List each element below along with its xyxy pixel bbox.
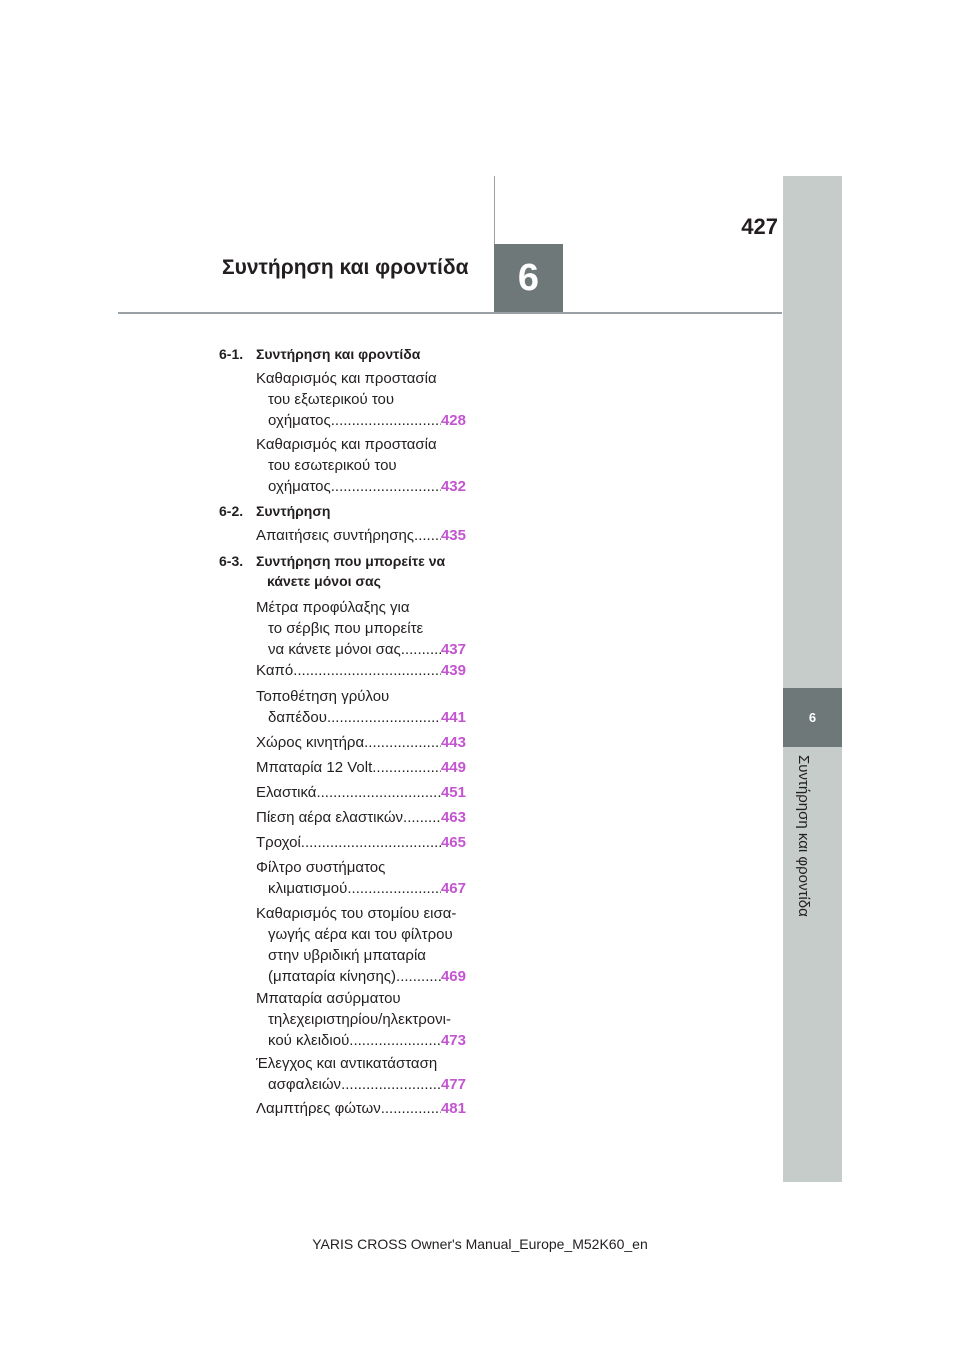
toc-entry-line: τηλεχειριστηρίου/ηλεκτρονι- bbox=[268, 1011, 451, 1028]
section-title: Συντήρηση που μπορείτε να bbox=[256, 553, 446, 569]
page-link[interactable]: 477 bbox=[440, 1076, 466, 1093]
dot-leader bbox=[401, 639, 441, 660]
toc-entry-line: του εσωτερικού του bbox=[268, 457, 397, 474]
toc-entry-text: οχήματος bbox=[268, 412, 331, 429]
page-link[interactable]: 435 bbox=[440, 527, 466, 544]
section-number: 6-2. bbox=[219, 503, 244, 519]
toc-entry-last-line bbox=[256, 1074, 466, 1095]
chapter-title: Συντήρηση και φροντίδα bbox=[222, 256, 469, 279]
toc-entry-last-line bbox=[256, 966, 466, 987]
toc-entry[interactable] bbox=[256, 597, 466, 660]
toc-entry[interactable] bbox=[256, 732, 466, 753]
page-link[interactable]: 443 bbox=[440, 734, 466, 751]
toc-entry-line: το σέρβις που μπορείτε bbox=[268, 620, 424, 637]
page-link[interactable]: 428 bbox=[440, 412, 466, 429]
toc-entry-last-line bbox=[256, 1098, 466, 1119]
toc-entry-last-line bbox=[256, 525, 466, 546]
toc-entry-last-line bbox=[256, 1030, 466, 1051]
toc-entry-line: Καθαρισμός του στομίου εισα- bbox=[256, 905, 457, 922]
page-link[interactable]: 432 bbox=[440, 478, 466, 495]
page-link[interactable]: 451 bbox=[440, 784, 466, 801]
toc-entry-last-line bbox=[256, 832, 466, 853]
dot-leader bbox=[349, 1030, 441, 1051]
toc-entry-last-line bbox=[256, 410, 466, 431]
toc-entry-last-line bbox=[256, 639, 466, 660]
dot-leader bbox=[331, 476, 441, 497]
toc-entry[interactable] bbox=[256, 686, 466, 728]
section-title: Συντήρηση bbox=[256, 503, 331, 519]
toc-entry[interactable] bbox=[256, 832, 466, 853]
page-link[interactable]: 467 bbox=[440, 880, 466, 897]
toc-entry-text: κού κλειδιού bbox=[268, 1032, 350, 1049]
toc-entry-text: να κάνετε μόνοι σας bbox=[268, 641, 401, 658]
dot-leader bbox=[414, 525, 441, 546]
page-link[interactable]: 441 bbox=[440, 709, 466, 726]
toc-entry-text: οχήματος bbox=[268, 478, 331, 495]
toc-entry-text: δαπέδου bbox=[268, 709, 327, 726]
section-number: 6-1. bbox=[219, 346, 244, 362]
toc-entry-line: Τοποθέτηση γρύλου bbox=[256, 688, 390, 705]
toc-entry-line: Καθαρισμός και προστασία bbox=[256, 436, 437, 453]
toc-entry-line: γωγής αέρα και του φίλτρου bbox=[268, 926, 453, 943]
page-number: 427 bbox=[741, 214, 778, 239]
toc-entry-last-line bbox=[256, 707, 466, 728]
dot-leader bbox=[293, 660, 441, 681]
toc-entry[interactable] bbox=[256, 525, 466, 546]
dot-leader bbox=[347, 878, 441, 899]
dot-leader bbox=[403, 807, 441, 828]
dot-leader bbox=[396, 966, 441, 987]
section-number: 6-3. bbox=[219, 553, 244, 569]
toc-entry-line: στην υβριδική μπαταρία bbox=[268, 947, 426, 964]
side-tab-label: Συντήρηση και φροντίδα bbox=[795, 755, 812, 917]
dot-leader bbox=[381, 1098, 441, 1119]
header-rule bbox=[118, 312, 782, 314]
toc-entry[interactable] bbox=[256, 903, 466, 987]
toc-entry[interactable] bbox=[256, 1098, 466, 1119]
footer-text: YARIS CROSS Owner's Manual_Europe_M52K60_en bbox=[312, 1236, 648, 1252]
toc-entry-last-line bbox=[256, 476, 466, 497]
side-tab-strip bbox=[783, 176, 842, 1182]
dot-leader bbox=[364, 732, 441, 753]
toc-entry[interactable] bbox=[256, 757, 466, 778]
toc-entry-text: Πίεση αέρα ελαστικών bbox=[256, 809, 404, 826]
page-link[interactable]: 439 bbox=[440, 662, 466, 679]
toc-entry-text: Λαμπτήρες φώτων bbox=[256, 1100, 381, 1117]
toc-entry-line: Καθαρισμός και προστασία bbox=[256, 370, 437, 387]
toc-entry[interactable] bbox=[256, 434, 466, 497]
dot-leader bbox=[327, 707, 441, 728]
toc-entry-text: ασφαλειών bbox=[268, 1076, 342, 1093]
toc-entry[interactable] bbox=[256, 1053, 466, 1095]
page-link[interactable]: 437 bbox=[440, 641, 466, 658]
header-divider-vertical bbox=[494, 176, 495, 246]
page-link[interactable]: 463 bbox=[440, 809, 466, 826]
toc-entry-last-line bbox=[256, 878, 466, 899]
toc-entry[interactable] bbox=[256, 660, 466, 681]
page-link[interactable]: 449 bbox=[440, 759, 466, 776]
toc-section-6-3 bbox=[219, 553, 446, 589]
page-link[interactable]: 481 bbox=[440, 1100, 466, 1117]
toc-entry-text: Καπό bbox=[256, 662, 294, 679]
section-title-continued: κάνετε μόνοι σας bbox=[267, 573, 381, 589]
toc-entry-text: Απαιτήσεις συντήρησης bbox=[256, 527, 415, 544]
toc-entry[interactable] bbox=[256, 857, 466, 899]
toc-entry-line: του εξωτερικού του bbox=[268, 391, 395, 408]
page-link[interactable]: 469 bbox=[440, 968, 466, 985]
toc-entry-last-line bbox=[256, 732, 466, 753]
toc-entry-line: Έλεγχος και αντικατάσταση bbox=[256, 1055, 438, 1072]
dot-leader bbox=[372, 757, 441, 778]
toc-entry-text: Ελαστικά bbox=[256, 784, 317, 801]
toc-entry[interactable] bbox=[256, 807, 466, 828]
toc-section-6-1 bbox=[219, 346, 420, 362]
dot-leader bbox=[301, 832, 441, 853]
toc-entry-last-line bbox=[256, 757, 466, 778]
page-link[interactable]: 465 bbox=[440, 834, 466, 851]
toc-entry[interactable] bbox=[256, 782, 466, 803]
toc-entry[interactable] bbox=[256, 988, 466, 1051]
dot-leader bbox=[316, 782, 441, 803]
toc-entry-last-line bbox=[256, 782, 466, 803]
dot-leader bbox=[331, 410, 441, 431]
toc-entry-text: Μπαταρία 12 Volt bbox=[256, 759, 373, 776]
side-tab-chapter-badge[interactable]: 6 bbox=[783, 688, 842, 747]
dot-leader bbox=[341, 1074, 441, 1095]
toc-entry-text: κλιματισμού bbox=[268, 880, 348, 897]
toc-entry-line: Φίλτρο συστήματος bbox=[256, 859, 386, 876]
section-title: Συντήρηση και φροντίδα bbox=[256, 346, 421, 362]
toc-entry[interactable] bbox=[256, 368, 466, 431]
toc-entry-text: (μπαταρία κίνησης) bbox=[268, 968, 397, 985]
toc-entry-text: Τροχοί bbox=[256, 834, 301, 851]
page-link[interactable]: 473 bbox=[440, 1032, 466, 1049]
toc-entry-line: Μπαταρία ασύρματου bbox=[256, 990, 401, 1007]
toc-entry-text: Χώρος κινητήρα bbox=[256, 734, 365, 751]
chapter-number-badge: 6 bbox=[494, 244, 563, 313]
toc-entry-last-line bbox=[256, 660, 466, 681]
toc-section-6-2 bbox=[219, 503, 330, 519]
toc-entry-line: Μέτρα προφύλαξης για bbox=[256, 599, 410, 616]
toc-entry-last-line bbox=[256, 807, 466, 828]
